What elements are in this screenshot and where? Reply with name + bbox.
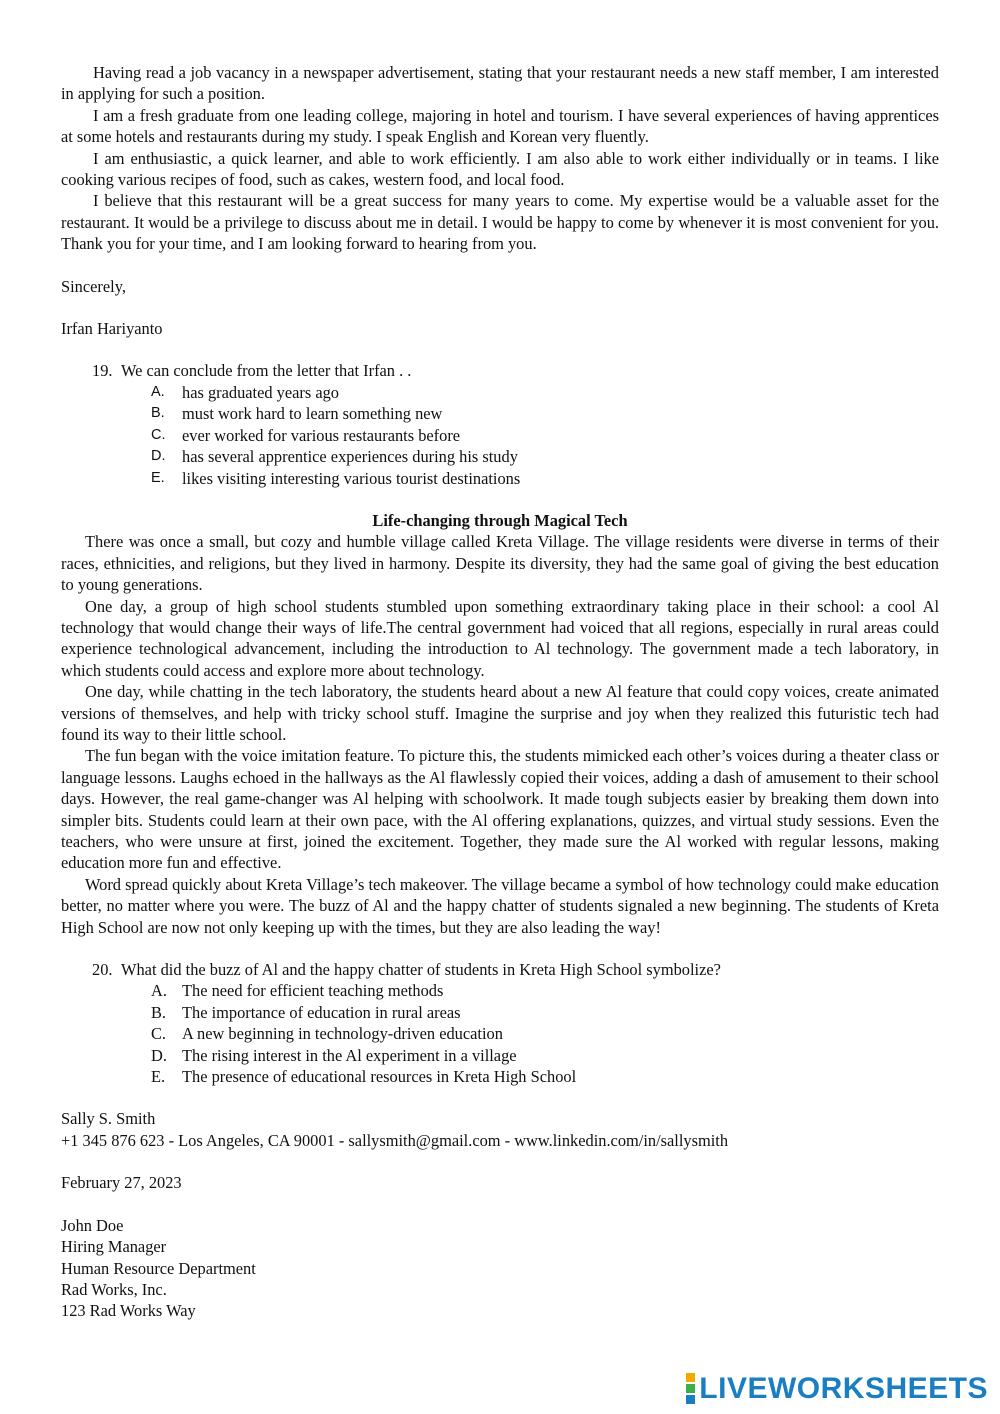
- option-text: The need for efficient teaching methods: [182, 981, 444, 1001]
- option-text: The rising interest in the Al experiment in a village: [182, 1045, 517, 1065]
- letter-signature: Irfan Hariyanto: [61, 319, 163, 339]
- answer-options: [151, 382, 939, 489]
- cover-letter-sally: [61, 1108, 939, 1321]
- answer-option[interactable]: [151, 980, 939, 1001]
- option-letter: D.: [151, 1045, 167, 1065]
- answer-option[interactable]: [151, 1023, 939, 1044]
- liveworksheets-logo-icon: [686, 1372, 695, 1405]
- question-19: [92, 360, 939, 488]
- story-paragraph: One day, a group of high school students stumbled upon something extraordinary taking place in their school: a cool Al technology that would change their ways of life.The central government had voiced that all regions, especially in rural areas could experience technological advancement, including the introduction to Al technology. The government made a tech laboratory, in which students could access and explore more about technology.: [61, 596, 939, 680]
- worksheet-page: [61, 62, 939, 1322]
- story-paragraph: Word spread quickly about Kreta Village’s tech makeover. The village became a symbol of how technology could make education better, no matter where you were. The buzz of Al and the happy chatter of students signaled a new beginning. The students of Kreta High School are now not only keeping up with the times, but they are also leading the way!: [61, 874, 939, 937]
- recipient-line: Rad Works, Inc.: [61, 1279, 167, 1299]
- story-paragraph: There was once a small, but cozy and humble village called Kreta Village. The village residents were diverse in terms of their races, ethnicities, and religions, but they lived in harmony. Despite its diversity, they had the same goal of giving the best education to young generations.: [61, 532, 939, 595]
- recipient-line: John Doe: [61, 1215, 124, 1235]
- answer-option[interactable]: [151, 468, 939, 489]
- option-text: has several apprentice experiences during his study: [182, 447, 518, 467]
- recipient-line: Hiring Manager: [61, 1237, 167, 1257]
- question-number: 19.: [92, 361, 113, 381]
- option-text: The presence of educational resources in Kreta High School: [182, 1067, 577, 1087]
- answer-option[interactable]: [151, 382, 939, 403]
- recipient-line: 123 Rad Works Way: [61, 1301, 196, 1321]
- option-text: must work hard to learn something new: [182, 404, 443, 424]
- option-text: likes visiting interesting various tourist destinations: [182, 468, 521, 488]
- option-letter: E.: [151, 1067, 166, 1087]
- letter-date: February 27, 2023: [61, 1173, 182, 1193]
- story-paragraph: The fun began with the voice imitation feature. To picture this, the students mimicked each other’s voices during a theater class or language lessons. Laughs echoed in the hallways as the Al flawlessly copied their voices, adding a dash of amusement to their school days. However, the real game-changer was Al helping with schoolwork. It made tough subjects easier by breaking them down into simpler bits. Students could learn at their own pace, with the Al offering explanations, quizzes, and virtual study sessions. Even the teachers, who were unsure at first, joined the excitement. Together, they made sure the Al worked with regular lessons, making education more fun and effective.: [61, 746, 939, 873]
- story-title: Life-changing through Magical Tech: [372, 510, 628, 530]
- answer-option[interactable]: [151, 403, 939, 424]
- option-text: The importance of education in rural areas: [182, 1002, 461, 1022]
- question-number: 20.: [92, 960, 113, 980]
- sender-name: Sally S. Smith: [61, 1109, 156, 1129]
- answer-options: [151, 980, 939, 1087]
- recipient-line: Human Resource Department: [61, 1258, 256, 1278]
- answer-option[interactable]: [151, 425, 939, 446]
- question-stem: We can conclude from the letter that Irfan . .: [121, 361, 412, 381]
- liveworksheets-logo[interactable]: [686, 1372, 988, 1405]
- option-letter: D.: [151, 448, 166, 465]
- answer-option[interactable]: [151, 1002, 939, 1023]
- letter-paragraph: I believe that this restaurant will be a great success for many years to come. My expertise would be a valuable asset for the restaurant. It would be a privilege to discuss about me in detail. I would be happy to come by whenever it is most convenient for you. Thank you for your time, and I am looking forward to hearing from you.: [61, 191, 939, 254]
- option-letter: B.: [151, 1002, 167, 1022]
- answer-option[interactable]: [151, 1045, 939, 1066]
- question-stem: What did the buzz of Al and the happy chatter of students in Kreta High School symbolize?: [121, 960, 721, 980]
- letter-paragraph: I am a fresh graduate from one leading college, majoring in hotel and tourism. I have several experiences of having apprentices at some hotels and restaurants during my study. I speak English and Korean very fluently.: [61, 105, 939, 147]
- logo-text: LIVEWORKSHEETS: [699, 1371, 988, 1405]
- option-letter: C.: [151, 1024, 167, 1044]
- answer-option[interactable]: [151, 1066, 939, 1087]
- option-text: has graduated years ago: [182, 382, 340, 402]
- option-letter: A.: [151, 981, 167, 1001]
- option-letter: A.: [151, 383, 165, 400]
- option-letter: B.: [151, 405, 165, 422]
- option-letter: E.: [151, 469, 165, 486]
- option-letter: C.: [151, 426, 166, 443]
- letter-paragraph: Having read a job vacancy in a newspaper advertisement, stating that your restaurant needs a new staff member, I am interested in applying for such a position.: [61, 63, 939, 104]
- question-20: [92, 959, 939, 1087]
- sender-contact: +1 345 876 623 - Los Angeles, CA 90001 - sallysmith@gmail.com - www.linkedin.com/in/sallysmith: [61, 1130, 729, 1150]
- letter-closing: Sincerely,: [61, 276, 126, 296]
- story-reading-text: [61, 510, 939, 938]
- option-text: A new beginning in technology-driven education: [182, 1024, 503, 1044]
- option-text: ever worked for various restaurants before: [182, 425, 461, 445]
- story-paragraph: One day, while chatting in the tech laboratory, the students heard about a new Al feature that could copy voices, create animated versions of themselves, and help with tricky school stuff. Imagine the surprise and joy when they realized this futuristic tech had found its way to their little school.: [61, 682, 939, 744]
- letter-paragraph: I am enthusiastic, a quick learner, and able to work efficiently. I am also able to work either individually or in teams. I like cooking various recipes of food, such as cakes, western food, and local food.: [61, 148, 939, 190]
- answer-option[interactable]: [151, 446, 939, 467]
- cover-letter-irfan: [61, 62, 939, 339]
